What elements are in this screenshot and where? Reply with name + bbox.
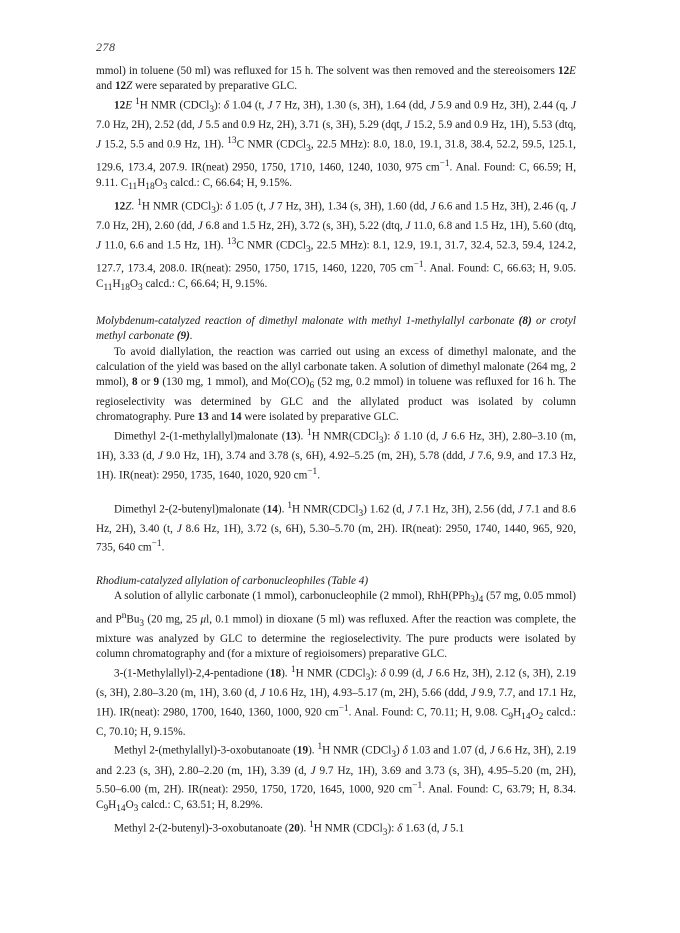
paragraph: Dimethyl 2-(1-methylallyl)malonate (13). $^1$H NMR(CDCl$_3$): δ 1.10 (d, J 6.6 Hz, 3H), 2.80–3.10 (m, 1H), 3.33 (d, J 9.0 Hz, 1H), 3.74 and 3.78 (s, 6H), 4.92–5.25 (m, 2H), 5.78 (ddd, J 7.6, 9.9, and 17.3 Hz, 1H). IR(neat): 2950, 1735, 1640, 1020, 920 $cm^{-1}$. xyxy=(96,427,576,482)
paragraph: To avoid diallylation, the reaction was carried out using an excess of dimethyl malonate, and the calculation of the yield was based on the allyl carbonate taken. A solution of dimethyl malonate (264 mg, 2 mmol), 8 or 9 (130 mg, 1 mmol), and $Mo(CO)_6$ (52 mg, 0.2 mmol) in toluene was refluxed for 16 h. The regioselectivity was determined by GLC and the allylated product was isolated by column chromatography. Pure 13 and 14 were isolated by preparative GLC. xyxy=(96,345,576,424)
body-text xyxy=(96,64,576,841)
paragraph: Methyl 2-(2-butenyl)-3-oxobutanoate (20). $^1$H NMR (CDCl$_3$): δ 1.63 (d, J 5.1 xyxy=(114,819,465,838)
paragraph: 12Z. $^1$H NMR (CDCl$_3$): δ 1.05 (t, J 7 Hz, 3H), 1.34 (s, 3H), 1.60 (dd, J 6.6 and 1.5 Hz, 3H), 2.46 (q, J 7.0 Hz, 2H), 2.60 (dd, J 6.8 and 1.5 Hz, 2H), 3.72 (s, 3H), 5.22 (dtq, J 11.0, 6.8 and 1.5 Hz, 1H), 5.60 (dtq, J 11.0, 6.6 and 1.5 Hz, 1H). $^{13}$C NMR (CDCl$_3$, 22.5 MHz): 8.1, 12.9, 19.1, 31.7, 32.4, 52.3, 59.4, 124.2, 127.7, 173.4, 208.0. IR(neat): 2950, 1750, 1715, 1460, 1220, 705 $cm^{-1}$. Anal. Found: C, 66.63; H, 9.05. $C_{11}H_{18}O_3$ calcd.: C, 66.64; H, 9.15%. xyxy=(96,197,577,294)
paragraph: A solution of allylic carbonate (1 mmol), carbonucleophile (2 mmol), $RhH(PPh_3)_4$ (57 mg, 0.05 mmol) and $P^nBu_3$ (20 mg, 25 μl, 0.1 mmol) in dioxane (5 ml) was refluxed. After the reaction was complete, the mixture was analyzed by GLC to determine the regioselectivity. The pure products were isolated by column chromatography and (for a mixture of regioisomers) preparative GLC. xyxy=(96,590,576,661)
paragraph: 12E $^1$H NMR (CDCl$_3$): δ 1.04 (t, J 7 Hz, 3H), 1.30 (s, 3H), 1.64 (dd, J 5.9 and 0.9 Hz, 3H), 2.44 (q, J 7.0 Hz, 2H), 2.52 (dd, J 5.5 and 0.9 Hz, 2H), 3.71 (s, 3H), 5.29 (dqt, J 15.2, 5.9 and 0.9 Hz, 1H), 5.53 (dtq, J 15.2, 5.5 and 0.9 Hz, 1H). $^{13}$C NMR (CDCl$_3$, 22.5 MHz): 8.0, 18.0, 19.1, 31.8, 38.4, 52.2, 59.5, 125.1, 129.6, 173.4, 207.9. IR(neat) 2950, 1750, 1710, 1460, 1240, 1030, 975 $cm^{-1}$. Anal. Found: C, 66.59; H, 9.11. $C_{11}H_{18}O_3$ calcd.: C, 66.64; H, 9.15%. xyxy=(96,96,577,193)
paragraph: Dimethyl 2-(2-butenyl)malonate (14). $^1$H NMR(CDCl$_3$) 1.62 (d, J 7.1 Hz, 3H), 2.56 (dd, J 7.1 and 8.6 Hz, 2H), 3.40 (t, J 8.6 Hz, 1H), 3.72 (s, 6H), 5.30–5.70 (m, 2H). IR(neat): 2950, 1740, 1440, 965, 920, 735, 640 $cm^{-1}$. xyxy=(96,500,577,555)
paragraph: Methyl 2-(methylallyl)-3-oxobutanoate (19). $^1$H NMR (CDCl$_3$) δ 1.03 and 1.07 (d, J 6.6 Hz, 3H), 2.19 and 2.23 (s, 3H), 2.80–2.20 (m, 1H), 3.39 (d, J 9.7 Hz, 1H), 3.69 and 3.73 (s, 3H), 4.95–5.20 (m, 2H), 5.50–6.00 (m, 2H). IR(neat): 2950, 1750, 1720, 1645, 1000, 920 $cm^{-1}$. Anal. Found: C, 63.79; H, 8.34. $C_9H_{14}O_3$ calcd.: C, 63.51; H, 8.29%. xyxy=(96,742,577,815)
section-heading: Molybdenum-catalyzed reaction of dimethyl malonate with methyl 1-methylallyl carbonate (8) or crotyl methyl carbonate (9). xyxy=(96,314,576,343)
section-heading: Rhodium-catalyzed allylation of carbonucleophiles (Table 4) xyxy=(96,574,369,587)
page-number: 278 xyxy=(96,40,116,54)
paragraph: mmol) in toluene (50 ml) was refluxed for 15 h. The solvent was then removed and the stereoisomers 12E and 12Z were separated by preparative GLC. xyxy=(96,65,576,93)
paragraph: 3-(1-Methylallyl)-2,4-pentadione (18). $^1$H NMR (CDCl$_3$): δ 0.99 (d, J 6.6 Hz, 3H), 2.12 (s, 3H), 2.19 (s, 3H), 2.80–3.20 (m, 1H), 3.60 (d, J 10.6 Hz, 1H), 4.93–5.17 (m, 2H), 5.66 (ddd, J 9.9, 7.7, and 17.1 Hz, 1H). IR(neat): 2980, 1700, 1640, 1360, 1000, 920 $cm^{-1}$. Anal. Found: C, 70.11; H, 9.08. $C_9H_{14}O_2$ calcd.: C, 70.10; H, 9.15%. xyxy=(96,664,577,738)
